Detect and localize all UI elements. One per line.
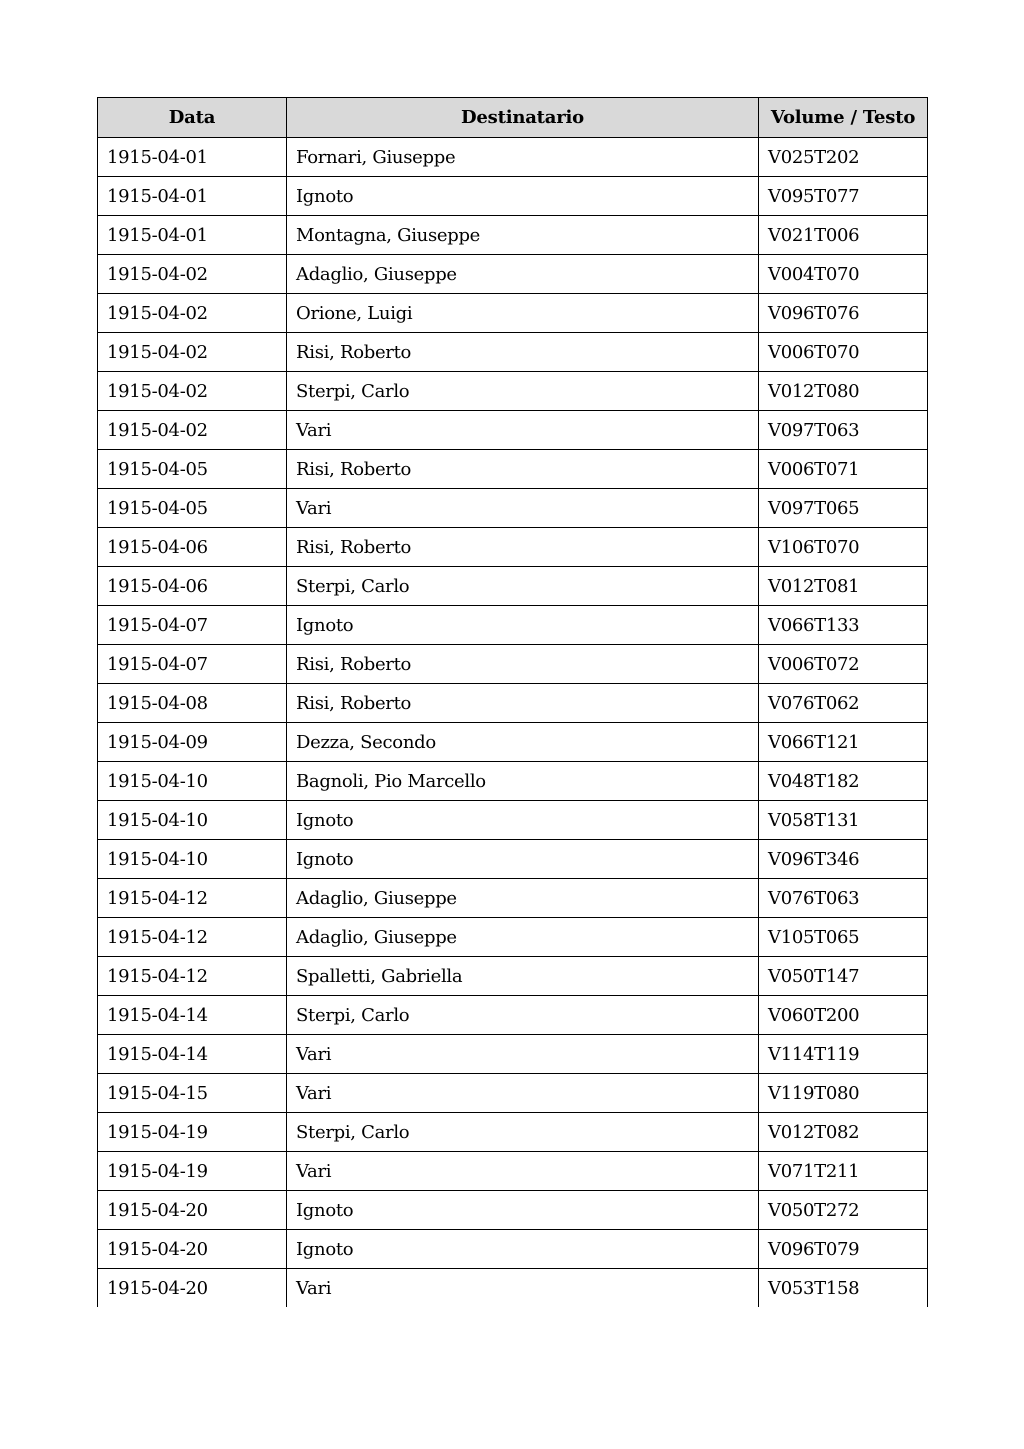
cell-data: 1915-04-19 xyxy=(98,1113,287,1152)
cell-destinatario: Risi, Roberto xyxy=(287,645,759,684)
cell-destinatario: Orione, Luigi xyxy=(287,294,759,333)
cell-volume-testo: V119T080 xyxy=(759,1074,928,1113)
cell-destinatario: Bagnoli, Pio Marcello xyxy=(287,762,759,801)
header-destinatario: Destinatario xyxy=(287,98,759,138)
header-row xyxy=(98,98,928,138)
letters-table xyxy=(97,97,928,1307)
cell-volume-testo: V048T182 xyxy=(759,762,928,801)
cell-data: 1915-04-20 xyxy=(98,1191,287,1230)
table-row xyxy=(98,957,928,996)
cell-destinatario: Vari xyxy=(287,411,759,450)
cell-volume-testo: V105T065 xyxy=(759,918,928,957)
cell-volume-testo: V021T006 xyxy=(759,216,928,255)
table-row xyxy=(98,1191,928,1230)
cell-volume-testo: V096T079 xyxy=(759,1230,928,1269)
table-header xyxy=(98,98,928,138)
cell-volume-testo: V114T119 xyxy=(759,1035,928,1074)
cell-destinatario: Risi, Roberto xyxy=(287,528,759,567)
table-body xyxy=(98,138,928,1308)
table-row xyxy=(98,1113,928,1152)
cell-data: 1915-04-02 xyxy=(98,372,287,411)
cell-volume-testo: V066T121 xyxy=(759,723,928,762)
cell-volume-testo: V097T065 xyxy=(759,489,928,528)
cell-volume-testo: V076T062 xyxy=(759,684,928,723)
cell-data: 1915-04-05 xyxy=(98,489,287,528)
cell-data: 1915-04-08 xyxy=(98,684,287,723)
cell-destinatario: Vari xyxy=(287,1074,759,1113)
cell-volume-testo: V012T081 xyxy=(759,567,928,606)
cell-destinatario: Risi, Roberto xyxy=(287,333,759,372)
cell-destinatario: Ignoto xyxy=(287,840,759,879)
table-row xyxy=(98,333,928,372)
cell-volume-testo: V076T063 xyxy=(759,879,928,918)
document-page xyxy=(97,97,927,1307)
cell-volume-testo: V050T147 xyxy=(759,957,928,996)
cell-data: 1915-04-20 xyxy=(98,1269,287,1308)
cell-destinatario: Vari xyxy=(287,1152,759,1191)
table-row xyxy=(98,411,928,450)
cell-volume-testo: V095T077 xyxy=(759,177,928,216)
cell-data: 1915-04-02 xyxy=(98,294,287,333)
cell-data: 1915-04-02 xyxy=(98,411,287,450)
table-row xyxy=(98,1074,928,1113)
table-row xyxy=(98,450,928,489)
table-row xyxy=(98,567,928,606)
cell-destinatario: Risi, Roberto xyxy=(287,684,759,723)
cell-data: 1915-04-15 xyxy=(98,1074,287,1113)
cell-data: 1915-04-06 xyxy=(98,567,287,606)
table-row xyxy=(98,489,928,528)
cell-data: 1915-04-20 xyxy=(98,1230,287,1269)
cell-destinatario: Vari xyxy=(287,489,759,528)
cell-destinatario: Dezza, Secondo xyxy=(287,723,759,762)
cell-volume-testo: V053T158 xyxy=(759,1269,928,1308)
cell-data: 1915-04-12 xyxy=(98,918,287,957)
cell-data: 1915-04-09 xyxy=(98,723,287,762)
table-row xyxy=(98,216,928,255)
cell-volume-testo: V012T082 xyxy=(759,1113,928,1152)
cell-destinatario: Sterpi, Carlo xyxy=(287,1113,759,1152)
cell-volume-testo: V096T346 xyxy=(759,840,928,879)
cell-data: 1915-04-10 xyxy=(98,801,287,840)
header-volume-testo: Volume / Testo xyxy=(759,98,928,138)
cell-destinatario: Vari xyxy=(287,1269,759,1308)
cell-data: 1915-04-07 xyxy=(98,606,287,645)
cell-volume-testo: V006T070 xyxy=(759,333,928,372)
cell-destinatario: Fornari, Giuseppe xyxy=(287,138,759,177)
table-row xyxy=(98,840,928,879)
table-row xyxy=(98,294,928,333)
cell-destinatario: Adaglio, Giuseppe xyxy=(287,879,759,918)
cell-data: 1915-04-10 xyxy=(98,762,287,801)
cell-volume-testo: V060T200 xyxy=(759,996,928,1035)
table-row xyxy=(98,255,928,294)
cell-volume-testo: V066T133 xyxy=(759,606,928,645)
cell-volume-testo: V097T063 xyxy=(759,411,928,450)
table-row xyxy=(98,723,928,762)
cell-data: 1915-04-01 xyxy=(98,216,287,255)
table-row xyxy=(98,762,928,801)
cell-destinatario: Vari xyxy=(287,1035,759,1074)
cell-volume-testo: V106T070 xyxy=(759,528,928,567)
cell-volume-testo: V096T076 xyxy=(759,294,928,333)
cell-data: 1915-04-05 xyxy=(98,450,287,489)
table-row xyxy=(98,645,928,684)
table-row xyxy=(98,1269,928,1308)
cell-data: 1915-04-12 xyxy=(98,879,287,918)
cell-data: 1915-04-14 xyxy=(98,996,287,1035)
table-row xyxy=(98,684,928,723)
cell-destinatario: Ignoto xyxy=(287,801,759,840)
table-row xyxy=(98,1035,928,1074)
cell-volume-testo: V050T272 xyxy=(759,1191,928,1230)
table-row xyxy=(98,1230,928,1269)
cell-destinatario: Sterpi, Carlo xyxy=(287,996,759,1035)
cell-data: 1915-04-06 xyxy=(98,528,287,567)
cell-volume-testo: V012T080 xyxy=(759,372,928,411)
table-row xyxy=(98,879,928,918)
table-row xyxy=(98,918,928,957)
table-row xyxy=(98,606,928,645)
cell-destinatario: Risi, Roberto xyxy=(287,450,759,489)
table-row xyxy=(98,528,928,567)
cell-destinatario: Adaglio, Giuseppe xyxy=(287,255,759,294)
header-data: Data xyxy=(98,98,287,138)
cell-data: 1915-04-07 xyxy=(98,645,287,684)
table-row xyxy=(98,138,928,177)
cell-data: 1915-04-02 xyxy=(98,333,287,372)
cell-volume-testo: V006T071 xyxy=(759,450,928,489)
cell-volume-testo: V071T211 xyxy=(759,1152,928,1191)
cell-volume-testo: V004T070 xyxy=(759,255,928,294)
table-row xyxy=(98,996,928,1035)
cell-destinatario: Ignoto xyxy=(287,1191,759,1230)
cell-data: 1915-04-19 xyxy=(98,1152,287,1191)
cell-data: 1915-04-01 xyxy=(98,177,287,216)
cell-destinatario: Ignoto xyxy=(287,1230,759,1269)
cell-data: 1915-04-14 xyxy=(98,1035,287,1074)
cell-volume-testo: V025T202 xyxy=(759,138,928,177)
cell-data: 1915-04-10 xyxy=(98,840,287,879)
cell-destinatario: Sterpi, Carlo xyxy=(287,567,759,606)
cell-destinatario: Spalletti, Gabriella xyxy=(287,957,759,996)
cell-volume-testo: V006T072 xyxy=(759,645,928,684)
cell-data: 1915-04-01 xyxy=(98,138,287,177)
cell-destinatario: Adaglio, Giuseppe xyxy=(287,918,759,957)
cell-destinatario: Montagna, Giuseppe xyxy=(287,216,759,255)
cell-destinatario: Ignoto xyxy=(287,606,759,645)
cell-destinatario: Sterpi, Carlo xyxy=(287,372,759,411)
table-row xyxy=(98,372,928,411)
table-row xyxy=(98,177,928,216)
table-row xyxy=(98,1152,928,1191)
cell-data: 1915-04-12 xyxy=(98,957,287,996)
cell-volume-testo: V058T131 xyxy=(759,801,928,840)
cell-destinatario: Ignoto xyxy=(287,177,759,216)
table-row xyxy=(98,801,928,840)
cell-data: 1915-04-02 xyxy=(98,255,287,294)
